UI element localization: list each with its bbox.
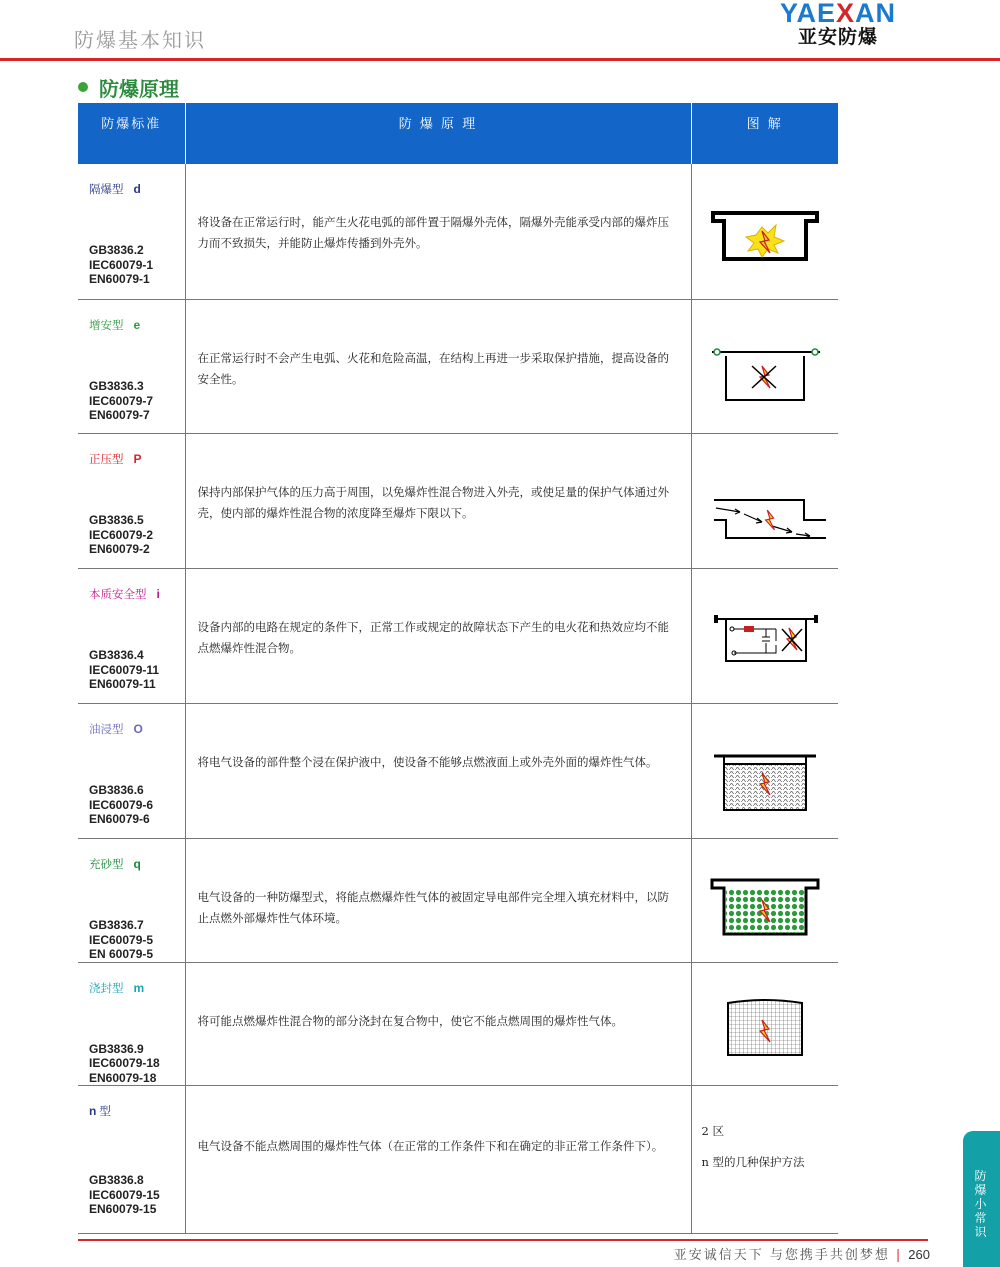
standard-cell [78,704,185,839]
type-label [89,1100,185,1119]
table-row [78,962,838,1086]
principle-text: 将设备在正常运行时，能产生火花电弧的部件置于隔爆外壳体，隔爆外壳能承受内部的爆炸压力而不致损失，并能防止爆炸传播到外壳外。 [197,215,669,250]
logo-cn: 亚安防爆 [797,26,878,48]
principle-cell [185,300,691,434]
standards-list [89,918,185,962]
standards-list [89,1042,185,1086]
standard-code: GB3836.5 [89,513,144,527]
standards-list [89,243,185,287]
type-code: O [133,722,143,736]
col-header-diagram: 图 解 [691,103,838,164]
encapsulation-icon [693,964,838,1081]
type-code: n [89,1104,97,1118]
powder-filling-icon [693,840,838,957]
principle-text: 保持内部保护气体的压力高于周围，以免爆炸性混合物进入外壳，或使足量的保护气体通过外壳，使内部的爆炸性混合物的浓度降至爆炸下限以下。 [197,485,669,520]
standard-code: IEC60079-15 [89,1187,160,1202]
standard-code: GB3836.6 [89,783,144,797]
type-label [89,718,185,737]
table-row [78,704,838,839]
increased-safety-icon [693,301,838,432]
intrinsic-safety-icon [693,570,838,702]
type-name: 正压型 [89,452,124,466]
standard-code: EN60079-11 [89,677,156,691]
principle-text: 将可能点燃爆炸性混合物的部分浇封在复合物中，使它不能点燃周围的爆炸性气体。 [197,1013,623,1028]
n-type-notes [693,1087,838,1173]
bullet-icon [78,82,88,92]
standard-code: EN60079-18 [89,1070,157,1085]
table-row [78,300,838,434]
section-title: 防爆原理 [99,77,179,101]
diagram-cell [691,704,838,839]
diagram-cell [691,300,838,434]
pressurized-icon [693,435,838,567]
brand-logo [768,0,908,48]
table-row [78,569,838,704]
type-code: e [133,318,141,332]
principle-cell [185,434,691,569]
standard-code: EN60079-6 [89,812,150,826]
type-name: 充砂型 [89,857,124,871]
standard-code: GB3836.7 [89,918,144,932]
diagram-cell [691,569,838,704]
logo-en: YAEXAN [779,0,897,28]
standard-code: GB3836.8 [89,1173,144,1187]
standard-code: EN 60079-5 [89,947,154,961]
standard-code: EN60079-15 [89,1202,157,1216]
type-label [89,583,185,602]
standard-cell [78,839,185,963]
principle-text: 将电气设备的部件整个浸在保护液中，使设备不能够点燃液面上或外壳外面的爆炸性气体。 [197,755,658,769]
header-divider [0,58,1000,61]
standard-code: EN60079-7 [89,408,150,422]
principle-cell [185,839,691,963]
standards-list [89,379,185,423]
standard-code: IEC60079-18 [89,1056,160,1070]
standard-cell [78,434,185,569]
type-code: P [133,452,142,466]
diagram-cell [691,434,838,569]
standard-code: IEC60079-1 [89,257,154,272]
type-code: m [133,980,145,995]
table-row [78,434,838,569]
principle-text: 电气设备的一种防爆型式，将能点燃爆炸性气体的被固定导电部件完全埋入填充材料中，以防止点燃外部爆炸性气体环境。 [197,890,669,925]
type-label [89,853,185,872]
type-code: q [133,857,141,871]
principle-text: 电气设备不能点燃周围的爆炸性气体（在正常的工作条件下和在确定的非正常工作条件下）。 [197,1139,664,1153]
standard-code: IEC60079-7 [89,393,154,408]
principle-cell [185,962,691,1086]
type-label [89,314,185,333]
standards-list [89,648,185,692]
standard-code: GB3836.2 [89,243,144,257]
standard-cell [78,569,185,704]
type-code: i [156,587,160,601]
type-label [89,977,185,996]
standards-list [89,513,185,557]
footer-divider [78,1239,928,1241]
standard-cell [78,300,185,434]
header-section-title: 防爆基本知识 [74,28,206,52]
standard-code: GB3836.4 [89,648,144,662]
principle-cell [185,1086,691,1234]
type-label [89,178,185,197]
oil-immersion-icon [693,705,838,837]
diagram-cell [691,1086,838,1234]
principles-table [78,103,838,1234]
type-name: 本质安全型 [89,587,147,601]
col-header-principle: 防 爆 原 理 [185,103,691,164]
principle-text: 设备内部的电路在规定的条件下，正常工作或规定的故障状态下产生的电火花和热效应均不能点燃爆炸性混合物。 [197,620,669,655]
flameproof-enclosure-icon [693,165,838,298]
side-tab[interactable]: 防爆小常识 [963,1131,1000,1267]
diagram-cell [691,164,838,300]
principle-cell [185,164,691,300]
diagram-cell [691,839,838,963]
standard-code: IEC60079-5 [89,932,154,947]
standard-code: IEC60079-2 [89,527,154,542]
standard-code: IEC60079-11 [89,662,160,677]
footer-separator: | [895,1248,903,1263]
standard-code: IEC60079-6 [89,797,154,812]
type-label [89,448,185,467]
table-row [78,839,838,963]
standard-code: GB3836.3 [89,379,144,393]
standards-list [89,783,185,827]
type-name: 增安型 [89,318,124,332]
methods-label: n 型的几种保护方法 [701,1155,805,1169]
standards-list [89,1173,185,1217]
page-number: 260 [908,1247,930,1262]
principle-text: 在正常运行时不会产生电弧、火花和危险高温，在结构上再进一步采取保护措施，提高设备的安全性。 [197,351,669,386]
table-row [78,164,838,300]
footer [674,1244,930,1263]
zone-label: 2 区 [701,1124,724,1138]
standard-cell [78,1086,185,1234]
diagram-cell [691,962,838,1086]
standard-code: EN60079-1 [89,272,150,286]
type-name: 浇封型 [89,980,124,995]
standard-code: GB3836.9 [89,1041,144,1056]
col-header-standard: 防爆标准 [78,103,185,164]
table-row [78,1086,838,1234]
standard-code: EN60079-2 [89,542,150,556]
principle-cell [185,704,691,839]
type-name: 隔爆型 [89,182,124,196]
type-code: d [133,182,141,196]
footer-slogan: 亚安诚信天下 与您携手共创梦想 [673,1248,890,1263]
principle-cell [185,569,691,704]
standard-cell [78,962,185,1086]
standard-cell [78,164,185,300]
type-name: 型 [99,1104,111,1118]
type-name: 油浸型 [89,722,124,736]
